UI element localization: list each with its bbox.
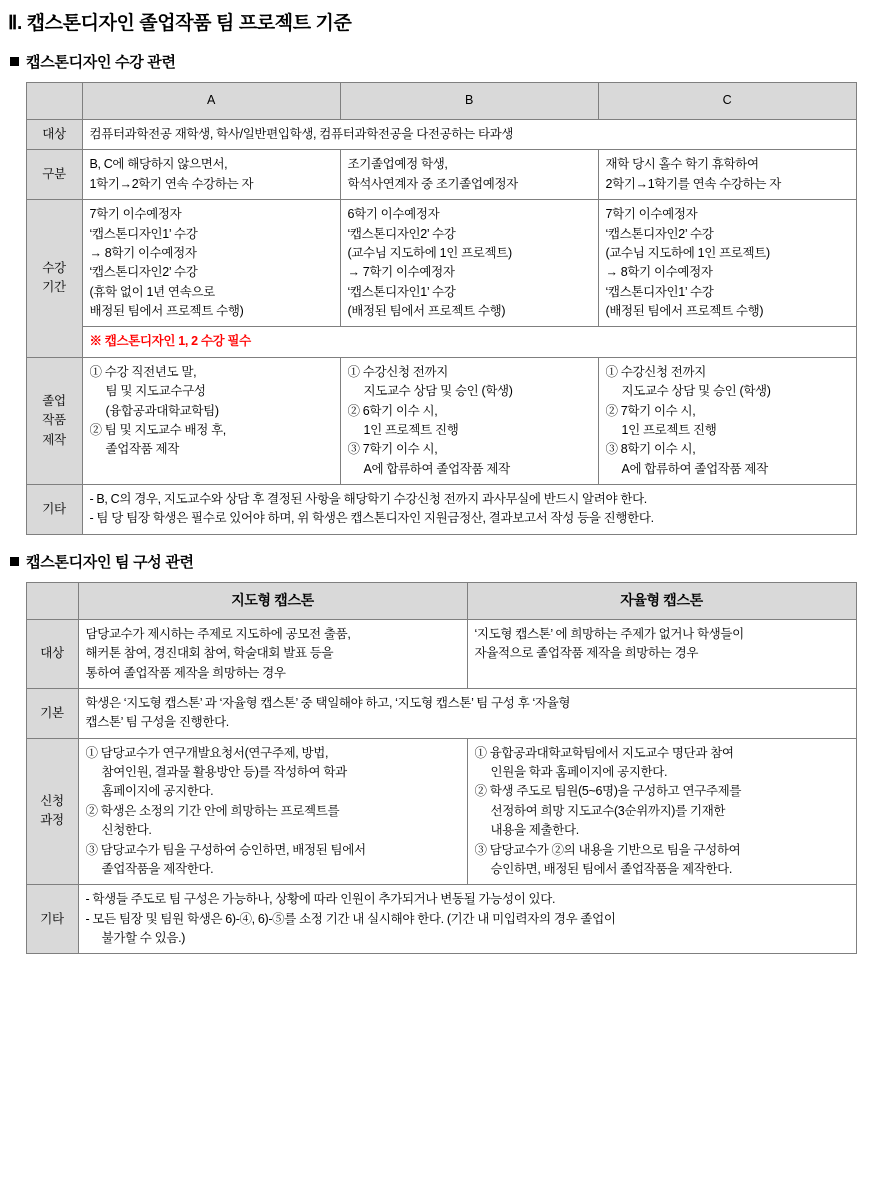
table-row-header — [26, 582, 856, 619]
page-title: Ⅱ. 캡스톤디자인 졸업작품 팀 프로젝트 기준 — [8, 13, 352, 34]
table-row — [26, 357, 856, 484]
table-row — [26, 619, 856, 688]
row-header-application: 신청 과정 — [26, 738, 78, 885]
bullet-square-icon-2 — [10, 557, 19, 566]
section-heading-1 — [10, 51, 882, 72]
col-header-b: B — [340, 83, 598, 120]
cell-period-c: 7학기 이수예정자 ‘캡스톤디자인2’ 수강 (교수님 지도하에 1인 프로젝트) → 8학기 이수예정자 ‘캡스톤디자인1’ 수강 (배정된 팀에서 프로젝트 수행) — [598, 200, 856, 327]
table-row — [26, 885, 856, 954]
row-header-target: 대상 — [26, 120, 82, 150]
section-heading-2 — [10, 551, 882, 572]
cell-production-a: ① 수강 직전년도 말, 팀 및 지도교수구성 (융합공과대학교학팀) ② 팀 및 지도교수 배정 후, 졸업작품 제작 — [82, 357, 340, 484]
cell-production-b: ① 수강신청 전까지 지도교수 상담 및 승인 (학생) ② 6학기 이수 시, 1인 프로젝트 진행 ③ 7학기 이수 시, A에 합류하여 졸업작품 제작 — [340, 357, 598, 484]
cell-application-guided: ① 담당교수가 연구개발요청서(연구주제, 방법, 참여인원, 결과물 활용방안 등)를 작성하여 학과 홈페이지에 공지한다. ② 학생은 소정의 기간 안에 희망하는 프로젝트를 신청한다. ③ 담당교수가 팀을 구성하여 승인하면, 배정된 팀에서 졸업작품을 제작한다. — [78, 738, 467, 885]
row-header-target-2: 대상 — [26, 619, 78, 688]
table-team-composition — [26, 582, 857, 955]
row-header-classification: 구분 — [26, 150, 82, 200]
table-row — [26, 200, 856, 327]
cell-target-guided: 담당교수가 제시하는 주제로 지도하에 공모전 출품, 해커톤 참여, 경진대회 참여, 학술대회 발표 등을 통하여 졸업작품 제작을 희망하는 경우 — [78, 619, 467, 688]
cell-period-b: 6학기 이수예정자 ‘캡스톤디자인2’ 수강 (교수님 지도하에 1인 프로젝트) → 7학기 이수예정자 ‘캡스톤디자인1’ 수강 (배정된 팀에서 프로젝트 수행) — [340, 200, 598, 327]
col-header-blank-2 — [26, 582, 78, 619]
cell-production-c: ① 수강신청 전까지 지도교수 상담 및 승인 (학생) ② 7학기 이수 시, 1인 프로젝트 진행 ③ 8학기 이수 시, A에 합류하여 졸업작품 제작 — [598, 357, 856, 484]
table-row — [26, 738, 856, 885]
row-header-etc-2: 기타 — [26, 885, 78, 954]
cell-basic-text: 학생은 ‘지도형 캡스톤’ 과 ‘자율형 캡스톤’ 중 택일해야 하고, ‘지도형 캡스톤’ 팀 구성 후 ‘자율형 캡스톤’ 팀 구성을 진행한다. — [78, 688, 856, 738]
cell-target-autonomous: ‘지도형 캡스톤’ 에 희망하는 주제가 없거나 학생들이 자율적으로 졸업작품 제작을 희망하는 경우 — [467, 619, 856, 688]
cell-classification-b: 조기졸업예정 학생, 학석사연계자 중 조기졸업예정자 — [340, 150, 598, 200]
cell-application-autonomous: ① 융합공과대학교학팀에서 지도교수 명단과 참여 인원을 학과 홈페이지에 공지한다. ② 학생 주도로 팀원(5~6명)을 구성하고 연구주제를 선정하여 희망 지도교수(3순위까지)를 기재한 내용을 제출한다. ③ 담당교수가 ②의 내용을 기반으로 팀을 구성하여 승인하면, 배정된 팀에서 졸업작품을 제작한다. — [467, 738, 856, 885]
row-header-period: 수강 기간 — [26, 200, 82, 358]
cell-classification-c: 재학 당시 홀수 학기 휴학하여 2학기→1학기를 연속 수강하는 자 — [598, 150, 856, 200]
table-row — [26, 485, 856, 535]
table-row-header — [26, 83, 856, 120]
table-row — [26, 327, 856, 357]
col-header-guided-capstone: 지도형 캡스톤 — [78, 582, 467, 619]
col-header-a: A — [82, 83, 340, 120]
col-header-c: C — [598, 83, 856, 120]
cell-required-note: ※ 캡스톤디자인 1, 2 수강 필수 — [82, 327, 856, 357]
document-page — [0, 8, 882, 1204]
cell-etc-notes: - B, C의 경우, 지도교수와 상담 후 결정된 사항을 해당학기 수강신청 전까지 과사무실에 반드시 알려야 한다. - 팀 당 팀장 학생은 필수로 있어야 하며, 위 학생은 캡스톤디자인 지원금정산, 결과보고서 작성 등을 진행한다. — [82, 485, 856, 535]
section-heading-2-label: 캡스톤디자인 팀 구성 관련 — [26, 553, 194, 571]
table-row — [26, 688, 856, 738]
section-heading-1-label: 캡스톤디자인 수강 관련 — [26, 54, 176, 71]
col-header-blank — [26, 83, 82, 120]
cell-period-a: 7학기 이수예정자 ‘캡스톤디자인1’ 수강 → 8학기 이수예정자 ‘캡스톤디자인2’ 수강 (휴학 없이 1년 연속으로 배정된 팀에서 프로젝트 수행) — [82, 200, 340, 327]
table-row — [26, 120, 856, 150]
cell-classification-a: B, C에 해당하지 않으면서, 1학기→2학기 연속 수강하는 자 — [82, 150, 340, 200]
row-header-etc: 기타 — [26, 485, 82, 535]
cell-target-text: 컴퓨터과학전공 재학생, 학사/일반편입학생, 컴퓨터과학전공을 다전공하는 타과생 — [82, 120, 856, 150]
bullet-square-icon — [10, 57, 19, 66]
col-header-autonomous-capstone: 자율형 캡스톤 — [467, 582, 856, 619]
row-header-basic: 기본 — [26, 688, 78, 738]
row-header-production: 졸업 작품 제작 — [26, 357, 82, 484]
table-course-registration — [26, 82, 857, 535]
cell-etc-notes-2: - 학생들 주도로 팀 구성은 가능하나, 상황에 따라 인원이 추가되거나 변동될 가능성이 있다. - 모든 팀장 및 팀원 학생은 6)-④, 6)-⑤를 소정 기간 내 실시해야 한다. (기간 내 미입력자의 경우 졸업이 불가할 수 있음.) — [78, 885, 856, 954]
table-row — [26, 150, 856, 200]
